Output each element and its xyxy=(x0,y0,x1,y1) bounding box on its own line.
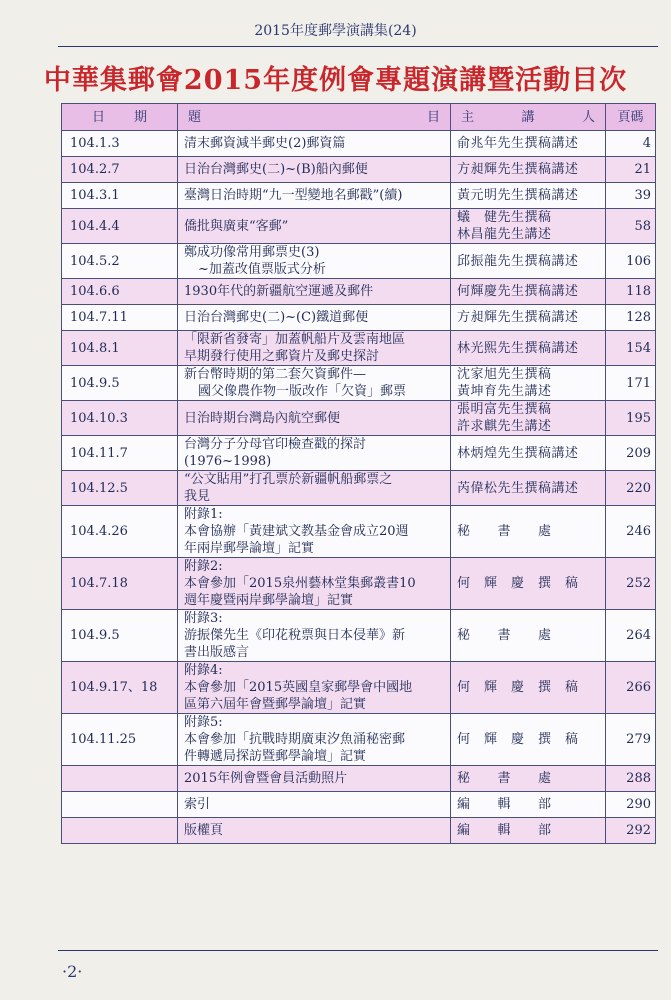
table-row xyxy=(62,331,656,366)
entry-title-line: 日治台灣郵史(二)~(C)鐵道郵便 xyxy=(184,310,369,325)
entry-title xyxy=(178,558,451,610)
entry-title-line: 「限新省發寄」加蓋帆船片及雲南地區 xyxy=(184,332,406,347)
entry-speaker-line: 林昌龍先生講述 xyxy=(457,227,552,242)
entry-date: 104.4.4 xyxy=(62,209,178,244)
title-header-char: 題 xyxy=(188,109,202,125)
speaker-header-char: 人 xyxy=(581,109,595,125)
entry-date: 104.9.17、18 xyxy=(62,662,178,714)
entry-title-line: 游振傑先生《印花稅票與日本侵華》新 xyxy=(184,628,406,643)
entry-page-number: 288 xyxy=(606,766,656,792)
entry-title xyxy=(178,244,451,279)
entry-date xyxy=(62,766,178,792)
entry-title-line: 本會參加「抗戰時期廣東汐魚涌秘密郵 xyxy=(184,732,406,747)
entry-title-line: “公文貼用”打孔票於新疆帆船郵票之 xyxy=(184,472,393,487)
title-header-char: 目 xyxy=(426,109,440,125)
entry-title-line: 附錄1: xyxy=(184,507,223,522)
entry-speaker-line: 芮偉松先生撰稿講述 xyxy=(457,480,579,496)
entry-title-line: 年兩岸郵學論壇」記實 xyxy=(184,541,315,556)
page-column-header: 頁碼 xyxy=(606,104,656,131)
entry-title-line: 件轉遞局探訪暨郵學論壇」記實 xyxy=(184,749,367,764)
entry-date: 104.8.1 xyxy=(62,331,178,366)
entry-speaker xyxy=(451,436,606,471)
date-header-char: 日 xyxy=(92,109,106,125)
table-row xyxy=(62,610,656,662)
entry-title-line: 臺灣日治時期“九一型變地名郵戳”(續) xyxy=(184,188,403,203)
entry-title xyxy=(178,366,451,401)
entry-speaker-line: 林光熙先生撰稿講述 xyxy=(457,340,579,356)
entry-title xyxy=(178,471,451,506)
entry-date: 104.10.3 xyxy=(62,401,178,436)
table-row xyxy=(62,244,656,279)
entry-speaker-line: 方昶輝先生撰稿講述 xyxy=(457,310,579,325)
table-row xyxy=(62,471,656,506)
entry-speaker xyxy=(451,471,606,506)
entry-page-number: 171 xyxy=(606,366,656,401)
entry-page-number: 264 xyxy=(606,610,656,662)
entry-title-line: 附錄5: xyxy=(184,715,223,730)
entry-title xyxy=(178,436,451,471)
entry-title-line: 週年慶暨兩岸郵學論壇」記實 xyxy=(184,593,354,608)
entry-page-number: 106 xyxy=(606,244,656,279)
entry-page-number: 209 xyxy=(606,436,656,471)
entry-title-line: 我見 xyxy=(184,489,211,504)
entry-title xyxy=(178,818,451,844)
table-header-row xyxy=(62,104,656,131)
entry-date: 104.9.5 xyxy=(62,366,178,401)
entry-title-line: 版權頁 xyxy=(184,823,224,838)
entry-speaker-line: 編 輯 部 xyxy=(457,823,552,838)
entry-page-number: 290 xyxy=(606,792,656,818)
entry-speaker-line: 何輝慶先生撰稿講述 xyxy=(457,284,579,299)
entry-title xyxy=(178,183,451,209)
entry-speaker-line: 何 輝 慶 撰 稿 xyxy=(457,732,579,747)
entry-title-line: 清末郵資減半郵史(2)郵資篇 xyxy=(184,136,346,151)
footer-rule xyxy=(58,950,658,951)
entry-title-line: 附錄2: xyxy=(184,559,223,574)
table-row xyxy=(62,209,656,244)
entry-speaker-line: 編 輯 部 xyxy=(457,797,552,812)
entry-speaker xyxy=(451,506,606,558)
entry-title-line: 國父像農作物一版改作「欠資」郵票 xyxy=(198,384,407,399)
entry-speaker-line: 何 輝 慶 撰 稿 xyxy=(457,576,579,591)
entry-title-line: 本會協辦「黃建斌文教基金會成立20週 xyxy=(184,524,409,539)
entry-speaker-line: 許求麒先生講述 xyxy=(457,419,552,434)
entry-title-line: 早期發行使用之郵資片及郵史探討 xyxy=(184,349,380,364)
entry-speaker-line: 林炳煌先生撰稿講述 xyxy=(457,445,579,461)
entry-speaker xyxy=(451,279,606,305)
title-column-header xyxy=(178,104,451,131)
entry-date xyxy=(62,792,178,818)
table-row xyxy=(62,305,656,331)
entry-page-number: 292 xyxy=(606,818,656,844)
table-row xyxy=(62,662,656,714)
entry-speaker-line: 何 輝 慶 撰 稿 xyxy=(457,680,579,695)
entry-page-number: 4 xyxy=(606,131,656,157)
entry-speaker xyxy=(451,792,606,818)
entry-title-line: 鄭成功像常用郵票史(3) xyxy=(184,245,320,260)
entry-title xyxy=(178,331,451,366)
table-row xyxy=(62,506,656,558)
entry-date: 104.11.7 xyxy=(62,436,178,471)
entry-title-line: 僑批與廣東“客郵” xyxy=(184,218,289,234)
entry-title-line: 台灣分子分母官印檢查戳的探討 xyxy=(184,437,367,452)
entry-speaker xyxy=(451,157,606,183)
entry-date: 104.5.2 xyxy=(62,244,178,279)
speaker-column-header xyxy=(451,104,606,131)
entry-speaker xyxy=(451,183,606,209)
entry-speaker xyxy=(451,244,606,279)
entry-title-line: (1976~1998) xyxy=(184,454,272,469)
table-row xyxy=(62,131,656,157)
speaker-header-char: 講 xyxy=(521,109,535,125)
entry-speaker-line: 俞兆年先生撰稿講述 xyxy=(457,136,579,151)
entry-speaker xyxy=(451,714,606,766)
entry-title xyxy=(178,506,451,558)
entry-title xyxy=(178,401,451,436)
entry-title-line: 索引 xyxy=(184,797,211,812)
entry-speaker xyxy=(451,305,606,331)
entry-speaker-line: 黃坤育先生講述 xyxy=(457,384,552,399)
entry-title-line: 2015年例會暨會員活動照片 xyxy=(184,771,348,786)
entry-date: 104.1.3 xyxy=(62,131,178,157)
entry-date: 104.12.5 xyxy=(62,471,178,506)
entry-date: 104.6.6 xyxy=(62,279,178,305)
table-row xyxy=(62,714,656,766)
table-row xyxy=(62,279,656,305)
entry-page-number: 128 xyxy=(606,305,656,331)
entry-speaker-line: 蟻 健先生撰稿 xyxy=(457,210,552,225)
entry-speaker xyxy=(451,131,606,157)
entry-title-line: 區第六屆年會暨郵學論壇」記實 xyxy=(184,697,367,712)
entry-speaker xyxy=(451,366,606,401)
entry-title xyxy=(178,662,451,714)
running-header: 2015年度郵學演講集(24) xyxy=(254,23,417,39)
entry-title xyxy=(178,792,451,818)
entry-page-number: 154 xyxy=(606,331,656,366)
contents-table xyxy=(61,103,656,844)
page-number: ·2· xyxy=(62,962,83,981)
entry-date: 104.3.1 xyxy=(62,183,178,209)
entry-date xyxy=(62,818,178,844)
entry-speaker xyxy=(451,766,606,792)
entry-date: 104.7.18 xyxy=(62,558,178,610)
table-row xyxy=(62,157,656,183)
entry-page-number: 39 xyxy=(606,183,656,209)
date-column-header xyxy=(62,104,178,131)
entry-page-number: 279 xyxy=(606,714,656,766)
entry-date: 104.2.7 xyxy=(62,157,178,183)
entry-speaker xyxy=(451,209,606,244)
table-row xyxy=(62,792,656,818)
entry-speaker-line: 秘 書 處 xyxy=(457,771,552,786)
entry-title xyxy=(178,131,451,157)
speaker-header-char: 主 xyxy=(461,109,475,125)
entry-page-number: 21 xyxy=(606,157,656,183)
table-row xyxy=(62,766,656,792)
entry-title xyxy=(178,157,451,183)
entry-title-line: 本會參加「2015英國皇家郵學會中國地 xyxy=(184,680,413,695)
entry-speaker xyxy=(451,331,606,366)
table-row xyxy=(62,818,656,844)
entry-title-line: 附錄3: xyxy=(184,611,223,626)
entry-title xyxy=(178,279,451,305)
table-row xyxy=(62,436,656,471)
entry-title xyxy=(178,714,451,766)
entry-title-line: 1930年代的新疆航空運遞及郵件 xyxy=(184,284,374,299)
entry-speaker-line: 秘 書 處 xyxy=(457,628,552,643)
entry-title xyxy=(178,305,451,331)
entry-page-number: 246 xyxy=(606,506,656,558)
entry-speaker xyxy=(451,662,606,714)
entry-date: 104.4.26 xyxy=(62,506,178,558)
header-rule xyxy=(58,46,658,47)
date-header-char: 期 xyxy=(133,109,147,125)
table-row xyxy=(62,401,656,436)
entry-page-number: 195 xyxy=(606,401,656,436)
table-body xyxy=(62,131,656,844)
entry-speaker-line: 邱振龍先生撰稿講述 xyxy=(457,253,579,269)
entry-title xyxy=(178,766,451,792)
page-title: 中華集郵會2015年度例會專題演講暨活動目次 xyxy=(43,65,628,96)
entry-speaker-line: 黃元明先生撰稿講述 xyxy=(457,188,579,203)
entry-title-line: 書出版感言 xyxy=(184,645,250,660)
entry-title-line: 日治台灣郵史(二)~(B)船內郵便 xyxy=(184,162,368,177)
entry-speaker-line: 秘 書 處 xyxy=(457,524,552,539)
entry-date: 104.9.5 xyxy=(62,610,178,662)
entry-title-line: 附錄4: xyxy=(184,663,223,678)
entry-speaker xyxy=(451,610,606,662)
entry-page-number: 266 xyxy=(606,662,656,714)
entry-title-line: 新台幣時期的第二套欠資郵件— xyxy=(184,367,367,382)
entry-title-line: 日治時期台灣島內航空郵便 xyxy=(184,410,341,426)
entry-date: 104.11.25 xyxy=(62,714,178,766)
entry-speaker xyxy=(451,818,606,844)
entry-page-number: 58 xyxy=(606,209,656,244)
entry-title xyxy=(178,610,451,662)
entry-speaker-line: 張明富先生撰稿 xyxy=(457,402,552,417)
table-row xyxy=(62,366,656,401)
table-row xyxy=(62,183,656,209)
entry-title-line: ~加蓋改值票版式分析 xyxy=(198,262,326,277)
entry-page-number: 118 xyxy=(606,279,656,305)
entry-date: 104.7.11 xyxy=(62,305,178,331)
entry-speaker xyxy=(451,558,606,610)
entry-title xyxy=(178,209,451,244)
entry-title-line: 本會參加「2015泉州藝林堂集郵叢書10 xyxy=(184,576,416,591)
entry-speaker-line: 方昶輝先生撰稿講述 xyxy=(457,162,579,177)
entry-page-number: 220 xyxy=(606,471,656,506)
entry-speaker-line: 沈家旭先生撰稿 xyxy=(457,367,552,382)
entry-speaker xyxy=(451,401,606,436)
entry-page-number: 252 xyxy=(606,558,656,610)
table-row xyxy=(62,558,656,610)
